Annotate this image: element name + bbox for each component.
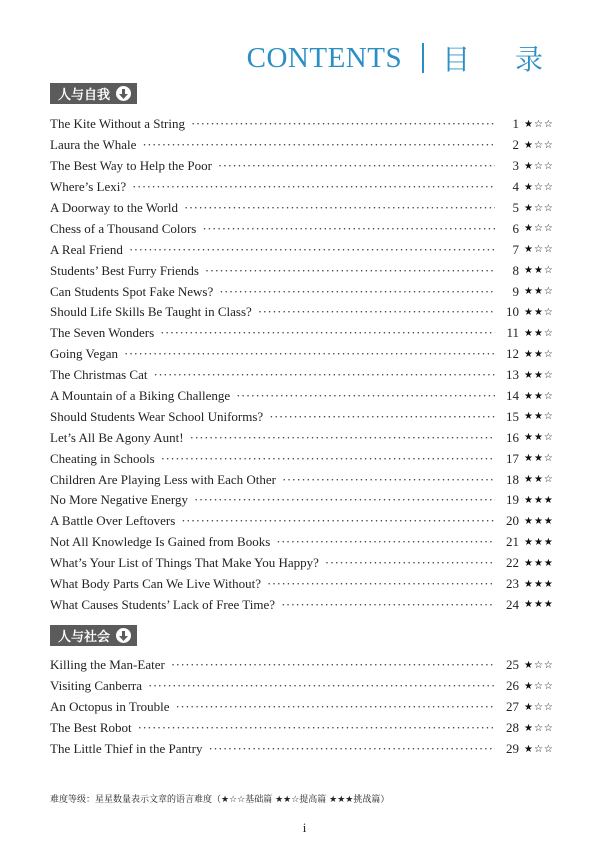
entry-page: 4	[512, 179, 519, 195]
entry-title: The Best Way to Help the Poor	[50, 158, 212, 174]
entry-page: 29	[506, 741, 519, 756]
leader-dots	[176, 699, 495, 715]
entry-title: No More Negative Energy	[50, 492, 189, 508]
entry-page: 23	[506, 576, 519, 592]
difficulty-stars: ★☆☆	[524, 223, 554, 235]
toc-entry[interactable]	[50, 239, 560, 260]
leader-dots	[218, 158, 495, 174]
toc-entry[interactable]	[50, 260, 560, 281]
toc-list-society	[50, 655, 560, 759]
entry-title: Killing the Man-Eater	[50, 657, 165, 673]
toc-entry[interactable]	[50, 177, 560, 198]
toc-entry[interactable]	[50, 406, 560, 427]
toc-entry[interactable]	[50, 218, 560, 239]
entry-title: Children Are Playing Less with Each Other	[50, 471, 277, 487]
difficulty-stars: ★☆☆	[524, 680, 554, 692]
difficulty-stars: ★★☆	[524, 369, 554, 381]
difficulty-stars: ★★☆	[524, 453, 554, 465]
toc-entry[interactable]	[50, 302, 560, 323]
entry-page: 22	[506, 555, 519, 571]
difficulty-stars: ★★★	[524, 557, 554, 569]
toc-entry[interactable]	[50, 594, 560, 615]
entry-page: 26	[506, 678, 519, 694]
toc-entry[interactable]	[50, 574, 560, 595]
entry-title: Visiting Canberra	[50, 678, 143, 694]
leader-dots	[132, 179, 495, 195]
leader-dots	[281, 597, 495, 613]
leader-dots	[129, 242, 495, 258]
difficulty-stars: ★★☆	[524, 306, 554, 318]
toc-entry[interactable]	[50, 739, 560, 760]
entry-title: Can Students Spot Fake News?	[50, 283, 214, 299]
toc-entry[interactable]	[50, 511, 560, 532]
leader-dots	[142, 137, 495, 153]
leader-dots	[282, 472, 495, 488]
entry-page: 6	[512, 220, 519, 236]
toc-entry[interactable]	[50, 344, 560, 365]
leader-dots	[190, 430, 495, 446]
difficulty-stars: ★★★	[524, 536, 554, 548]
leader-dots	[161, 451, 495, 467]
down-arrow-icon	[116, 628, 131, 643]
leader-dots	[154, 367, 496, 383]
entry-title: Cheating in Schools	[50, 450, 155, 466]
entry-page: 5	[512, 200, 519, 215]
entry-title: Going Vegan	[50, 346, 119, 362]
toc-entry[interactable]	[50, 114, 560, 135]
entry-title: What Body Parts Can We Live Without?	[50, 576, 261, 592]
entry-title: Let’s All Be Agony Aunt!	[50, 429, 184, 445]
entry-title: The Seven Wonders	[50, 325, 155, 341]
entry-page: 20	[506, 513, 519, 529]
difficulty-stars: ★☆☆	[524, 181, 554, 193]
section-label: 人与自我	[58, 88, 111, 103]
toc-entry[interactable]	[50, 697, 560, 718]
down-arrow-icon	[116, 86, 131, 101]
entry-page: 8	[512, 262, 519, 278]
entry-title: Laura the Whale	[50, 137, 137, 153]
toc-entry[interactable]	[50, 553, 560, 574]
difficulty-stars: ★★☆	[524, 286, 554, 298]
leader-dots	[325, 555, 495, 571]
entry-title: Chess of a Thousand Colors	[50, 220, 197, 236]
entry-title: The Christmas Cat	[50, 367, 148, 383]
leader-dots	[194, 492, 495, 508]
difficulty-stars: ★☆☆	[524, 659, 554, 671]
difficulty-stars: ★★★	[524, 578, 554, 590]
entry-title: A Battle Over Leftovers	[50, 513, 176, 529]
leader-dots	[171, 657, 495, 673]
entry-title: An Octopus in Trouble	[50, 699, 170, 715]
toc-entry[interactable]	[50, 156, 560, 177]
entry-title: What Causes Students’ Lack of Free Time?	[50, 596, 276, 612]
entry-page: 12	[506, 346, 519, 362]
toc-entry[interactable]	[50, 718, 560, 739]
difficulty-legend: 难度等级：星星数量表示文章的语言难度（★☆☆基础篇 ★★☆提高篇 ★★★挑战篇）	[50, 795, 390, 805]
leader-dots	[269, 409, 495, 425]
toc-entry[interactable]	[50, 386, 560, 407]
toc-entry[interactable]	[50, 448, 560, 469]
leader-dots	[138, 720, 495, 736]
difficulty-stars: ★★☆	[524, 348, 554, 360]
difficulty-stars: ★★★	[524, 515, 554, 527]
entry-page: 28	[506, 720, 519, 736]
leader-dots	[258, 304, 495, 320]
toc-entry[interactable]	[50, 135, 560, 156]
leader-dots	[236, 388, 495, 404]
leader-dots	[184, 200, 495, 216]
section-tag-self	[50, 83, 137, 104]
entry-page: 3	[512, 158, 519, 174]
entry-title: A Real Friend	[50, 241, 123, 257]
entry-page: 19	[506, 492, 519, 508]
entry-page: 7	[512, 241, 519, 257]
difficulty-stars: ★☆☆	[524, 202, 554, 214]
entry-page: 18	[506, 471, 519, 487]
entry-page: 27	[506, 699, 519, 715]
entry-page: 25	[506, 657, 519, 673]
difficulty-stars: ★★☆	[524, 390, 554, 402]
entry-page: 10	[506, 304, 519, 320]
page-number: i	[302, 820, 307, 835]
entry-title: Where’s Lexi?	[50, 179, 127, 195]
difficulty-stars: ★☆☆	[524, 743, 554, 755]
toc-entry[interactable]	[50, 281, 560, 302]
entry-page: 15	[506, 408, 519, 424]
entry-title: The Kite Without a String	[50, 116, 185, 132]
difficulty-stars: ★☆☆	[524, 160, 554, 172]
toc-entry[interactable]	[50, 469, 560, 490]
difficulty-stars: ★★☆	[524, 432, 554, 444]
difficulty-stars: ★★☆	[524, 474, 554, 486]
entry-title: The Little Thief in the Pantry	[50, 741, 203, 756]
section-tag-society	[50, 625, 137, 646]
toc-list-self	[50, 114, 560, 615]
entry-page: 14	[506, 388, 519, 404]
difficulty-stars: ★★★	[524, 494, 554, 506]
entry-title: Should Life Skills Be Taught in Class?	[50, 304, 252, 320]
leader-dots	[205, 263, 495, 279]
leader-dots	[202, 221, 495, 237]
toc-entry[interactable]	[50, 532, 560, 553]
difficulty-stars: ★★☆	[524, 265, 554, 277]
contents-header	[247, 38, 561, 78]
leader-dots	[160, 325, 495, 341]
leader-dots	[124, 346, 495, 362]
toc-entry[interactable]	[50, 198, 560, 219]
entry-page: 2	[512, 137, 519, 153]
leader-dots	[276, 534, 495, 550]
difficulty-stars: ★☆☆	[524, 244, 554, 256]
leader-dots	[219, 284, 495, 300]
entry-page: 13	[506, 367, 519, 383]
difficulty-stars: ★★★	[524, 599, 554, 611]
leader-dots	[208, 741, 495, 757]
contents-title-en: CONTENTS	[246, 41, 403, 74]
leader-dots	[191, 116, 495, 132]
leader-dots	[181, 513, 495, 529]
entry-title: Not All Knowledge Is Gained from Books	[50, 534, 271, 550]
entry-title: The Best Robot	[50, 720, 132, 736]
difficulty-stars: ★★☆	[524, 327, 554, 339]
entry-title: Students’ Best Furry Friends	[50, 262, 199, 278]
entry-title: A Mountain of a Biking Challenge	[50, 388, 231, 404]
contents-title-cn: 目 录	[442, 43, 561, 76]
section-label: 人与社会	[58, 630, 111, 645]
entry-title: A Doorway to the World	[50, 200, 178, 215]
entry-title: What’s Your List of Things That Make You Happy?	[50, 555, 319, 571]
leader-dots	[267, 576, 495, 592]
difficulty-stars: ★★☆	[524, 411, 554, 423]
toc-entry[interactable]	[50, 490, 560, 511]
toc-entry[interactable]	[50, 427, 560, 448]
entry-page: 9	[512, 283, 519, 299]
title-divider	[422, 43, 424, 73]
entry-title: Should Students Wear School Uniforms?	[50, 408, 264, 424]
entry-page: 17	[506, 450, 519, 466]
entry-page: 21	[506, 534, 519, 550]
toc-entry[interactable]	[50, 676, 560, 697]
difficulty-stars: ★☆☆	[524, 118, 554, 130]
entry-page: 1	[512, 116, 519, 132]
difficulty-stars: ★☆☆	[524, 722, 554, 734]
difficulty-stars: ★☆☆	[524, 701, 554, 713]
entry-page: 11	[506, 325, 519, 341]
difficulty-stars: ★☆☆	[524, 139, 554, 151]
leader-dots	[148, 678, 495, 694]
toc-entry[interactable]	[50, 365, 560, 386]
toc-entry[interactable]	[50, 323, 560, 344]
entry-page: 24	[506, 596, 519, 612]
toc-entry[interactable]	[50, 655, 560, 676]
entry-page: 16	[506, 429, 519, 445]
